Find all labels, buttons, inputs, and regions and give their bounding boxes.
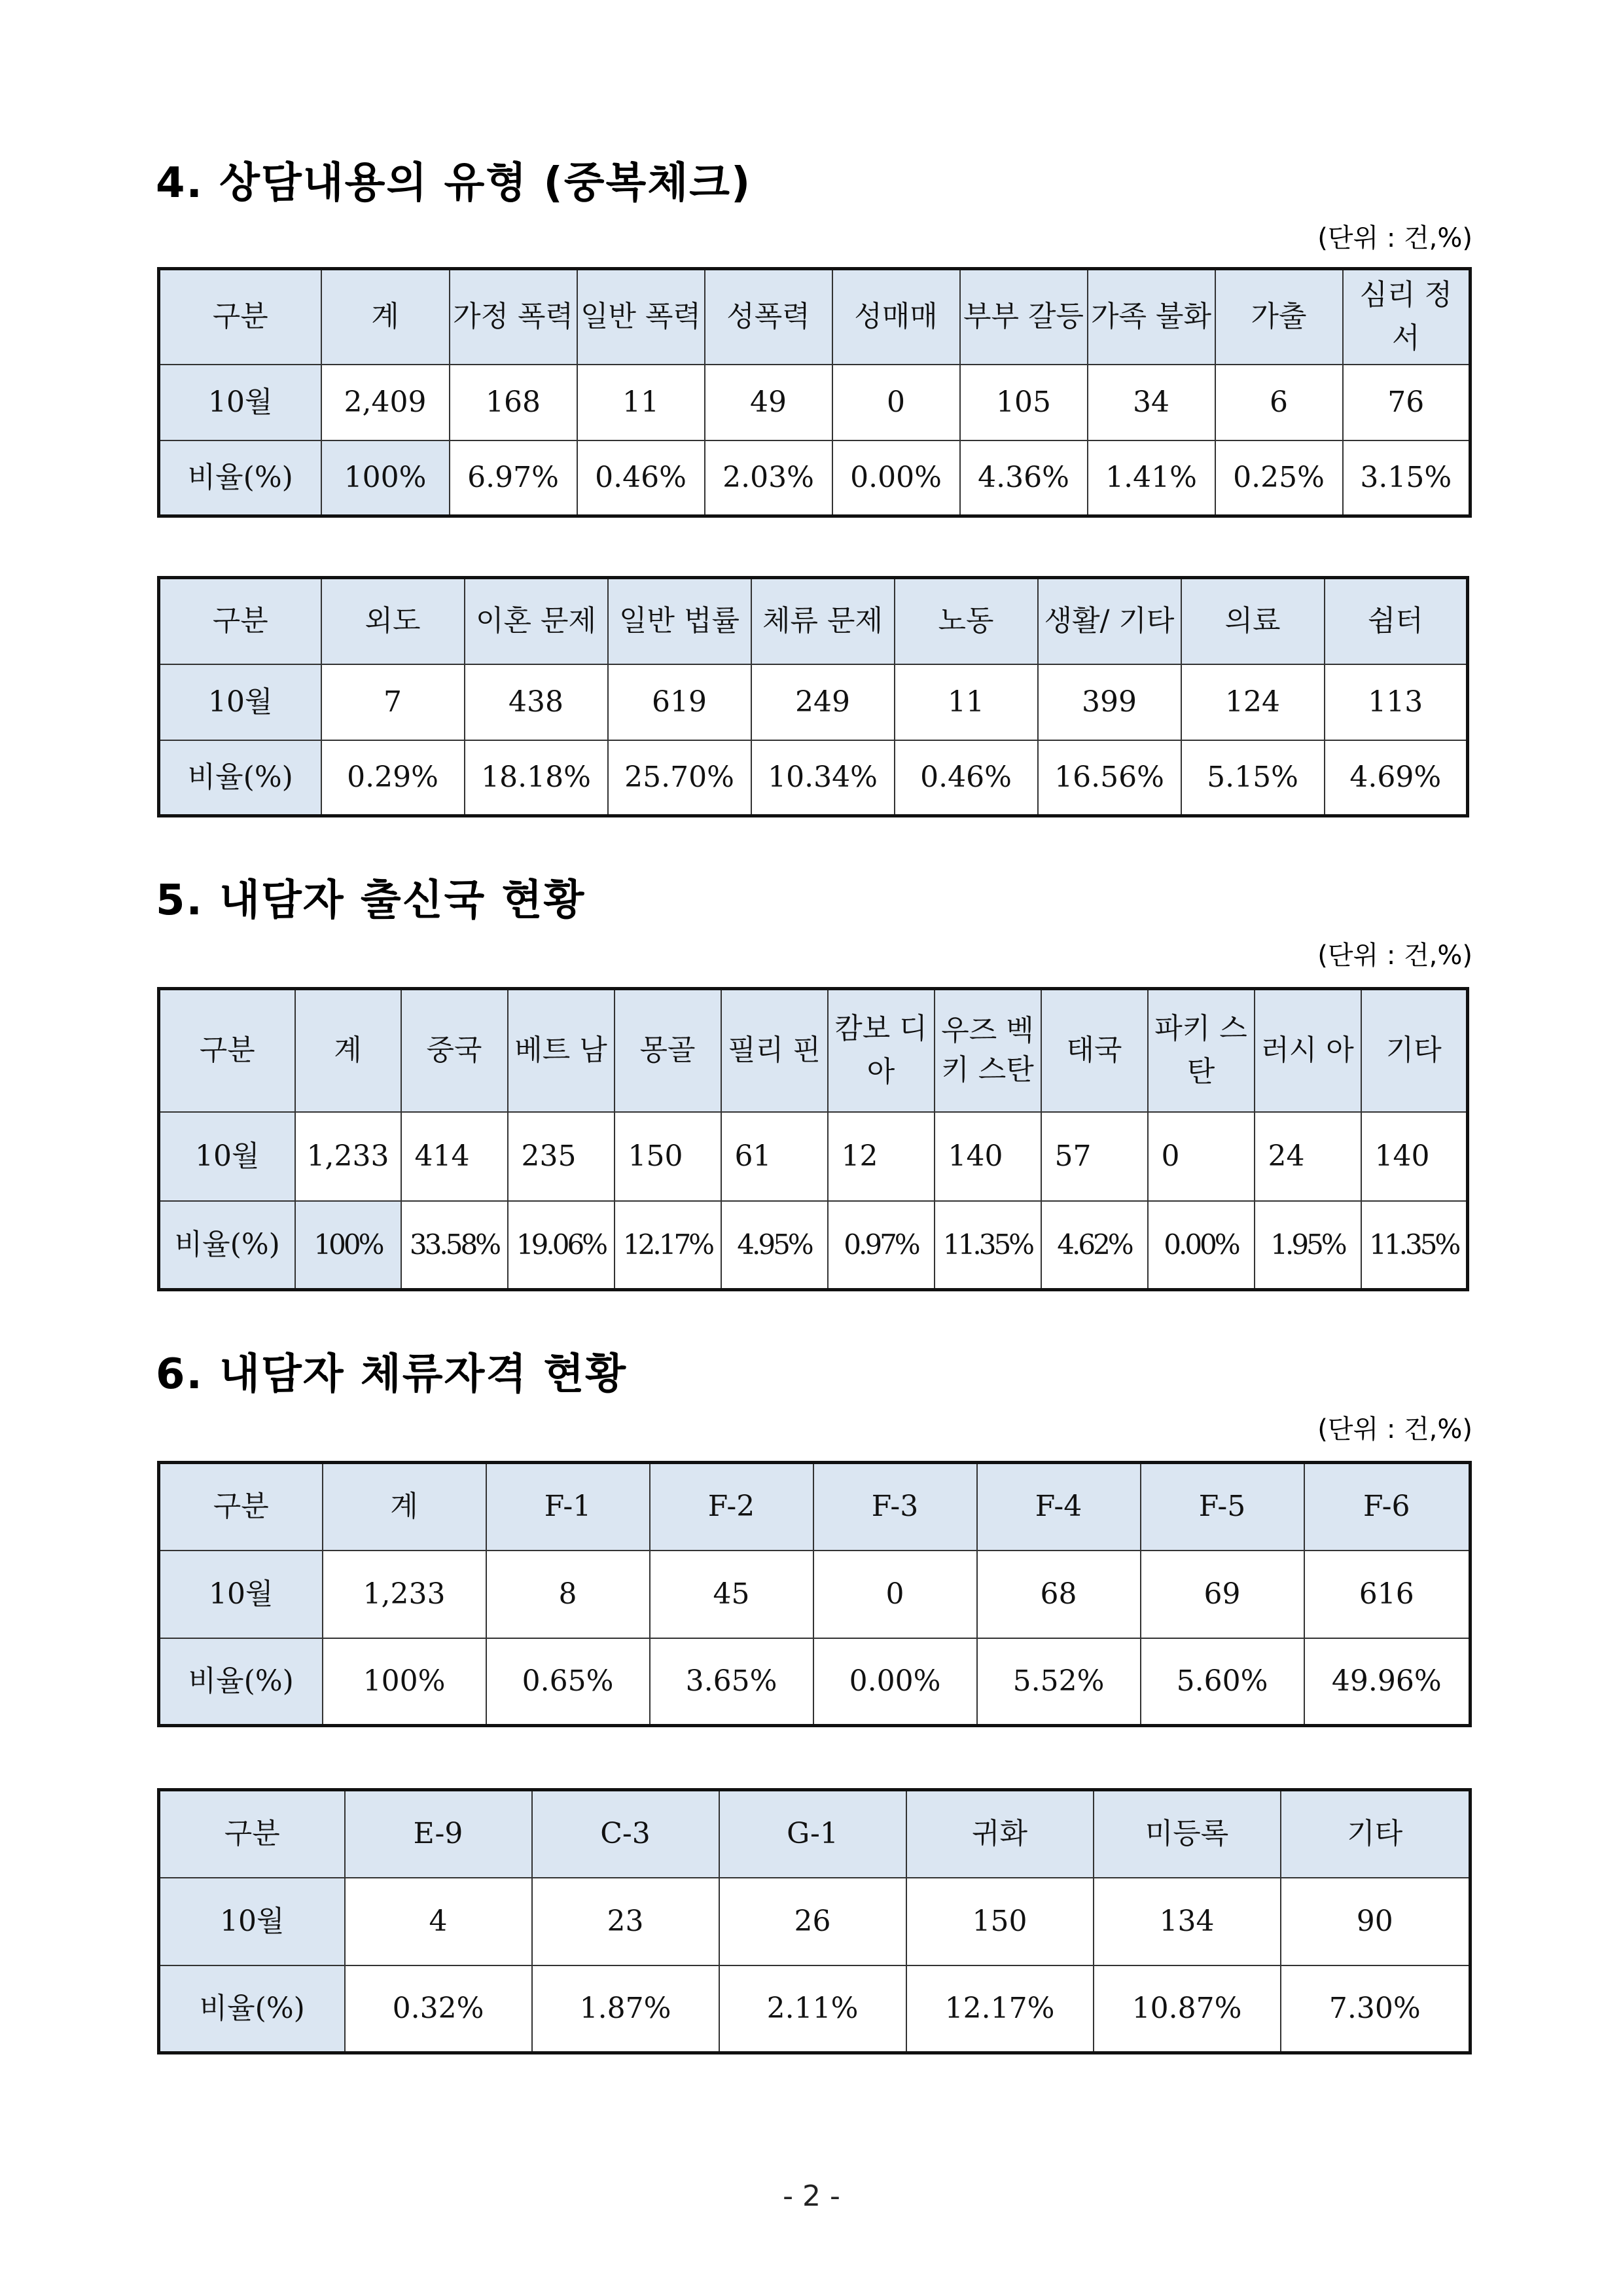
row-label-cell: 10월 [159, 664, 321, 740]
header-cell: 성매매 [832, 269, 960, 365]
value-cell: 1,233 [295, 1112, 401, 1201]
table-row [159, 365, 1471, 440]
section6-title: 6. 내담자 체류자격 현황 [156, 1350, 628, 1399]
header-cell: 가출 [1215, 269, 1343, 365]
value-cell: 0.00% [832, 440, 960, 516]
value-cell: 11 [895, 664, 1038, 740]
residence-status-table-1 [157, 1461, 1472, 1727]
section5-unit: (단위 : 건,%) [1317, 941, 1472, 971]
header-cell: 심리 정서 [1343, 269, 1471, 365]
value-cell: 616 [1304, 1551, 1471, 1638]
value-cell: 68 [977, 1551, 1141, 1638]
section4-unit: (단위 : 건,%) [1317, 223, 1472, 253]
header-cell: 캄보 디아 [828, 989, 935, 1112]
value-cell: 49 [705, 365, 832, 440]
header-cell: 외도 [321, 578, 465, 664]
value-cell: 4.36% [960, 440, 1088, 516]
header-cell: 가정 폭력 [450, 269, 577, 365]
value-cell: 6.97% [450, 440, 577, 516]
header-cell: 태국 [1041, 989, 1148, 1112]
value-cell: 0.46% [895, 740, 1038, 816]
row-label-cell: 10월 [159, 1878, 345, 1965]
row-label-cell: 비율(%) [159, 740, 321, 816]
table-row [159, 440, 1471, 516]
header-cell: 구분 [159, 989, 295, 1112]
page-number: - 2 - [783, 2179, 840, 2213]
header-cell: 가족 불화 [1088, 269, 1215, 365]
value-cell: 1.87% [532, 1965, 719, 2053]
header-cell: 계 [321, 269, 450, 365]
table-row [159, 740, 1468, 816]
table-header-row [159, 989, 1468, 1112]
value-cell: 0.00% [1148, 1201, 1255, 1290]
value-cell: 4.95% [721, 1201, 828, 1290]
value-cell: 100% [321, 440, 450, 516]
header-cell: 구분 [159, 1463, 323, 1551]
header-cell: 기타 [1281, 1790, 1471, 1878]
row-label-cell: 비율(%) [159, 1965, 345, 2053]
value-cell: 3.15% [1343, 440, 1471, 516]
header-cell: F-5 [1141, 1463, 1304, 1551]
header-cell: 러시 아 [1255, 989, 1361, 1112]
row-label-cell: 비율(%) [159, 440, 321, 516]
header-cell: 일반 폭력 [577, 269, 705, 365]
value-cell: 100% [323, 1638, 486, 1726]
value-cell: 399 [1038, 664, 1181, 740]
value-cell: 0.46% [577, 440, 705, 516]
header-cell: 몽골 [615, 989, 721, 1112]
table-header-row [159, 1463, 1471, 1551]
value-cell: 12.17% [615, 1201, 721, 1290]
value-cell: 0.32% [345, 1965, 532, 2053]
value-cell: 235 [508, 1112, 615, 1201]
value-cell: 2,409 [321, 365, 450, 440]
value-cell: 8 [486, 1551, 650, 1638]
value-cell: 150 [906, 1878, 1094, 1965]
header-cell: F-4 [977, 1463, 1141, 1551]
value-cell: 76 [1343, 365, 1471, 440]
table-header-row [159, 1790, 1471, 1878]
header-cell: F-2 [650, 1463, 813, 1551]
value-cell: 45 [650, 1551, 813, 1638]
header-cell: 기타 [1361, 989, 1468, 1112]
section6-unit: (단위 : 건,%) [1317, 1414, 1472, 1444]
consultation-type-table-1 [157, 267, 1472, 518]
table-header-row [159, 269, 1471, 365]
value-cell: 438 [465, 664, 608, 740]
value-cell: 0 [1148, 1112, 1255, 1201]
value-cell: 10.34% [751, 740, 895, 816]
header-cell: 계 [295, 989, 401, 1112]
table-row [159, 1638, 1471, 1726]
value-cell: 168 [450, 365, 577, 440]
table-row [159, 1201, 1468, 1290]
value-cell: 12.17% [906, 1965, 1094, 2053]
header-cell: 노동 [895, 578, 1038, 664]
value-cell: 7.30% [1281, 1965, 1471, 2053]
value-cell: 19.06% [508, 1201, 615, 1290]
value-cell: 5.52% [977, 1638, 1141, 1726]
value-cell: 12 [828, 1112, 935, 1201]
header-cell: F-1 [486, 1463, 650, 1551]
header-cell: 구분 [159, 578, 321, 664]
value-cell: 10.87% [1094, 1965, 1281, 2053]
value-cell: 2.11% [719, 1965, 906, 2053]
consultation-type-table-2 [157, 576, 1469, 817]
value-cell: 33.58% [401, 1201, 508, 1290]
value-cell: 6 [1215, 365, 1343, 440]
value-cell: 16.56% [1038, 740, 1181, 816]
header-cell: 필리 핀 [721, 989, 828, 1112]
value-cell: 11.35% [935, 1201, 1041, 1290]
row-label-cell: 10월 [159, 1551, 323, 1638]
value-cell: 1.41% [1088, 440, 1215, 516]
value-cell: 34 [1088, 365, 1215, 440]
value-cell: 49.96% [1304, 1638, 1471, 1726]
value-cell: 0.29% [321, 740, 465, 816]
header-cell: F-6 [1304, 1463, 1471, 1551]
residence-status-table-2 [157, 1788, 1472, 2054]
value-cell: 1,233 [323, 1551, 486, 1638]
value-cell: 1.95% [1255, 1201, 1361, 1290]
table-row [159, 664, 1468, 740]
header-cell: F-3 [813, 1463, 977, 1551]
header-cell: 베트 남 [508, 989, 615, 1112]
table-row [159, 1551, 1471, 1638]
value-cell: 140 [1361, 1112, 1468, 1201]
value-cell: 124 [1181, 664, 1325, 740]
header-cell: E-9 [345, 1790, 532, 1878]
header-cell: 체류 문제 [751, 578, 895, 664]
value-cell: 25.70% [608, 740, 751, 816]
origin-country-table [157, 987, 1469, 1291]
header-cell: 성폭력 [705, 269, 832, 365]
header-cell: 구분 [159, 1790, 345, 1878]
value-cell: 5.60% [1141, 1638, 1304, 1726]
header-cell: 부부 갈등 [960, 269, 1088, 365]
value-cell: 4.62% [1041, 1201, 1148, 1290]
header-cell: C-3 [532, 1790, 719, 1878]
header-cell: 쉼터 [1325, 578, 1468, 664]
value-cell: 0 [813, 1551, 977, 1638]
row-label-cell: 10월 [159, 1112, 295, 1201]
table-row [159, 1878, 1471, 1965]
header-cell: 계 [323, 1463, 486, 1551]
value-cell: 3.65% [650, 1638, 813, 1726]
header-cell: 이혼 문제 [465, 578, 608, 664]
value-cell: 5.15% [1181, 740, 1325, 816]
header-cell: 파키 스탄 [1148, 989, 1255, 1112]
value-cell: 69 [1141, 1551, 1304, 1638]
table-row [159, 1965, 1471, 2053]
value-cell: 90 [1281, 1878, 1471, 1965]
value-cell: 105 [960, 365, 1088, 440]
value-cell: 249 [751, 664, 895, 740]
section5-title: 5. 내담자 출신국 현황 [156, 876, 586, 925]
row-label-cell: 비율(%) [159, 1638, 323, 1726]
value-cell: 57 [1041, 1112, 1148, 1201]
value-cell: 0.25% [1215, 440, 1343, 516]
value-cell: 619 [608, 664, 751, 740]
value-cell: 150 [615, 1112, 721, 1201]
value-cell: 11.35% [1361, 1201, 1468, 1290]
value-cell: 11 [577, 365, 705, 440]
value-cell: 4.69% [1325, 740, 1468, 816]
value-cell: 140 [935, 1112, 1041, 1201]
header-cell: G-1 [719, 1790, 906, 1878]
header-cell: 생활/ 기타 [1038, 578, 1181, 664]
value-cell: 4 [345, 1878, 532, 1965]
row-label-cell: 10월 [159, 365, 321, 440]
value-cell: 18.18% [465, 740, 608, 816]
value-cell: 7 [321, 664, 465, 740]
value-cell: 100% [295, 1201, 401, 1290]
value-cell: 113 [1325, 664, 1468, 740]
section4-title: 4. 상담내용의 유형 (중복체크) [156, 159, 752, 207]
row-label-cell: 비율(%) [159, 1201, 295, 1290]
value-cell: 26 [719, 1878, 906, 1965]
value-cell: 0 [832, 365, 960, 440]
table-row [159, 1112, 1468, 1201]
value-cell: 24 [1255, 1112, 1361, 1201]
header-cell: 귀화 [906, 1790, 1094, 1878]
value-cell: 414 [401, 1112, 508, 1201]
value-cell: 134 [1094, 1878, 1281, 1965]
value-cell: 0.65% [486, 1638, 650, 1726]
header-cell: 우즈 벡키 스탄 [935, 989, 1041, 1112]
table-header-row [159, 578, 1468, 664]
value-cell: 61 [721, 1112, 828, 1201]
header-cell: 의료 [1181, 578, 1325, 664]
value-cell: 0.97% [828, 1201, 935, 1290]
value-cell: 2.03% [705, 440, 832, 516]
header-cell: 일반 법률 [608, 578, 751, 664]
value-cell: 0.00% [813, 1638, 977, 1726]
header-cell: 구분 [159, 269, 321, 365]
value-cell: 23 [532, 1878, 719, 1965]
header-cell: 미등록 [1094, 1790, 1281, 1878]
header-cell: 중국 [401, 989, 508, 1112]
